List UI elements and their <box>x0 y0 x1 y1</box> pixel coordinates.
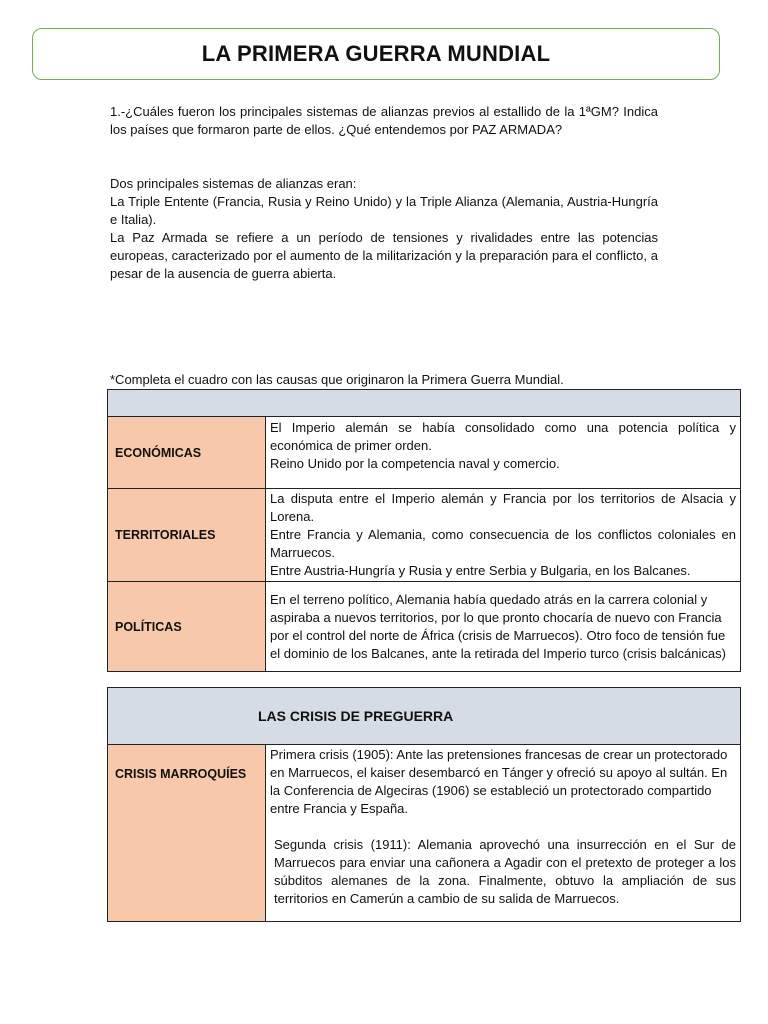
table-row <box>108 489 741 582</box>
cell-line: El Imperio alemán se había consolidado como una potencia política y económica de primer orden. <box>270 420 736 453</box>
crisis-paragraph: Segunda crisis (1911): Alemania aprovechó una insurrección en el Sur de Marruecos para enviar una cañonera a Agadir con el pretexto de proteger a los súbditos alemanes de la zona. Finalmente, obtuvo la ampliación de sus territorios en Camerún a cambio de su salida de Marruecos. <box>274 837 736 906</box>
row-content-territoriales <box>266 489 741 582</box>
causes-table <box>107 389 741 672</box>
title-box <box>32 28 720 80</box>
answer-1 <box>110 175 658 283</box>
crisis-paragraph: Primera crisis (1905): Ante las pretensiones francesas de crear un protectorado en Marruecos, el kaiser desembarcó en Tánger y ofreció su apoyo al sultán. En la Conferencia de Algeciras (1906) se estableció un protectorado compartido entre Francia y España. <box>270 747 728 816</box>
table-row <box>108 745 741 922</box>
causes-table-header <box>108 390 741 417</box>
row-content-economicas <box>266 417 741 489</box>
crisis-table-header: LAS CRISIS DE PREGUERRA <box>108 688 741 745</box>
question-text: 1.-¿Cuáles fueron los principales sistemas de alianzas previos al estallido de la 1ªGM? Indica los países que formaron parte de ellos. ¿Qué entendemos por PAZ ARMADA? <box>110 104 658 137</box>
crisis-table <box>107 687 741 922</box>
row-label-politicas: POLÍTICAS <box>108 582 266 672</box>
row-label-territoriales: TERRITORIALES <box>108 489 266 582</box>
crisis-table-header-row <box>108 688 741 745</box>
answer-alliances: La Triple Entente (Francia, Rusia y Reino Unido) y la Triple Alianza (Alemania, Austria-Hungría e Italia). <box>110 194 658 227</box>
causes-table-header-row <box>108 390 741 417</box>
table-instruction: *Completa el cuadro con las causas que originaron la Primera Guerra Mundial. <box>110 372 564 387</box>
question-1 <box>110 103 658 139</box>
table-row <box>108 582 741 672</box>
page-title: LA PRIMERA GUERRA MUNDIAL <box>201 41 551 66</box>
table-row <box>108 417 741 489</box>
row-content-crisis-marroquies <box>266 745 741 922</box>
cell-line: En el terreno político, Alemania había quedado atrás en la carrera colonial y aspiraba a nuevos territorios, por lo que pronto chocaría de nuevo con Francia por el control del norte de África (crisis de Marruecos). Otro foco de tensión fue el dominio de los Balcanes, ante la retirada del Imperio turco (crisis balcánicas) <box>270 591 726 661</box>
cell-line: Entre Austria-Hungría y Rusia y entre Serbia y Bulgaria, en los Balcanes. <box>270 563 691 578</box>
row-label-economicas: ECONÓMICAS <box>108 417 266 489</box>
cell-line: Entre Francia y Alemania, como consecuencia de los conflictos coloniales en Marruecos. <box>270 527 736 560</box>
answer-intro: Dos principales sistemas de alianzas eran: <box>110 176 357 191</box>
row-label-crisis-marroquies: CRISIS MARROQUÍES <box>108 745 266 922</box>
cell-line: La disputa entre el Imperio alemán y Francia por los territorios de Alsacia y Lorena. <box>270 491 736 524</box>
answer-paz-armada: La Paz Armada se refiere a un período de tensiones y rivalidades entre las potencias europeas, caracterizado por el aumento de la militarización y la preparación para el conflicto, a pesar de la ausencia de guerra abierta. <box>110 230 658 281</box>
cell-line: Reino Unido por la competencia naval y comercio. <box>270 456 560 471</box>
row-content-politicas <box>266 582 741 672</box>
